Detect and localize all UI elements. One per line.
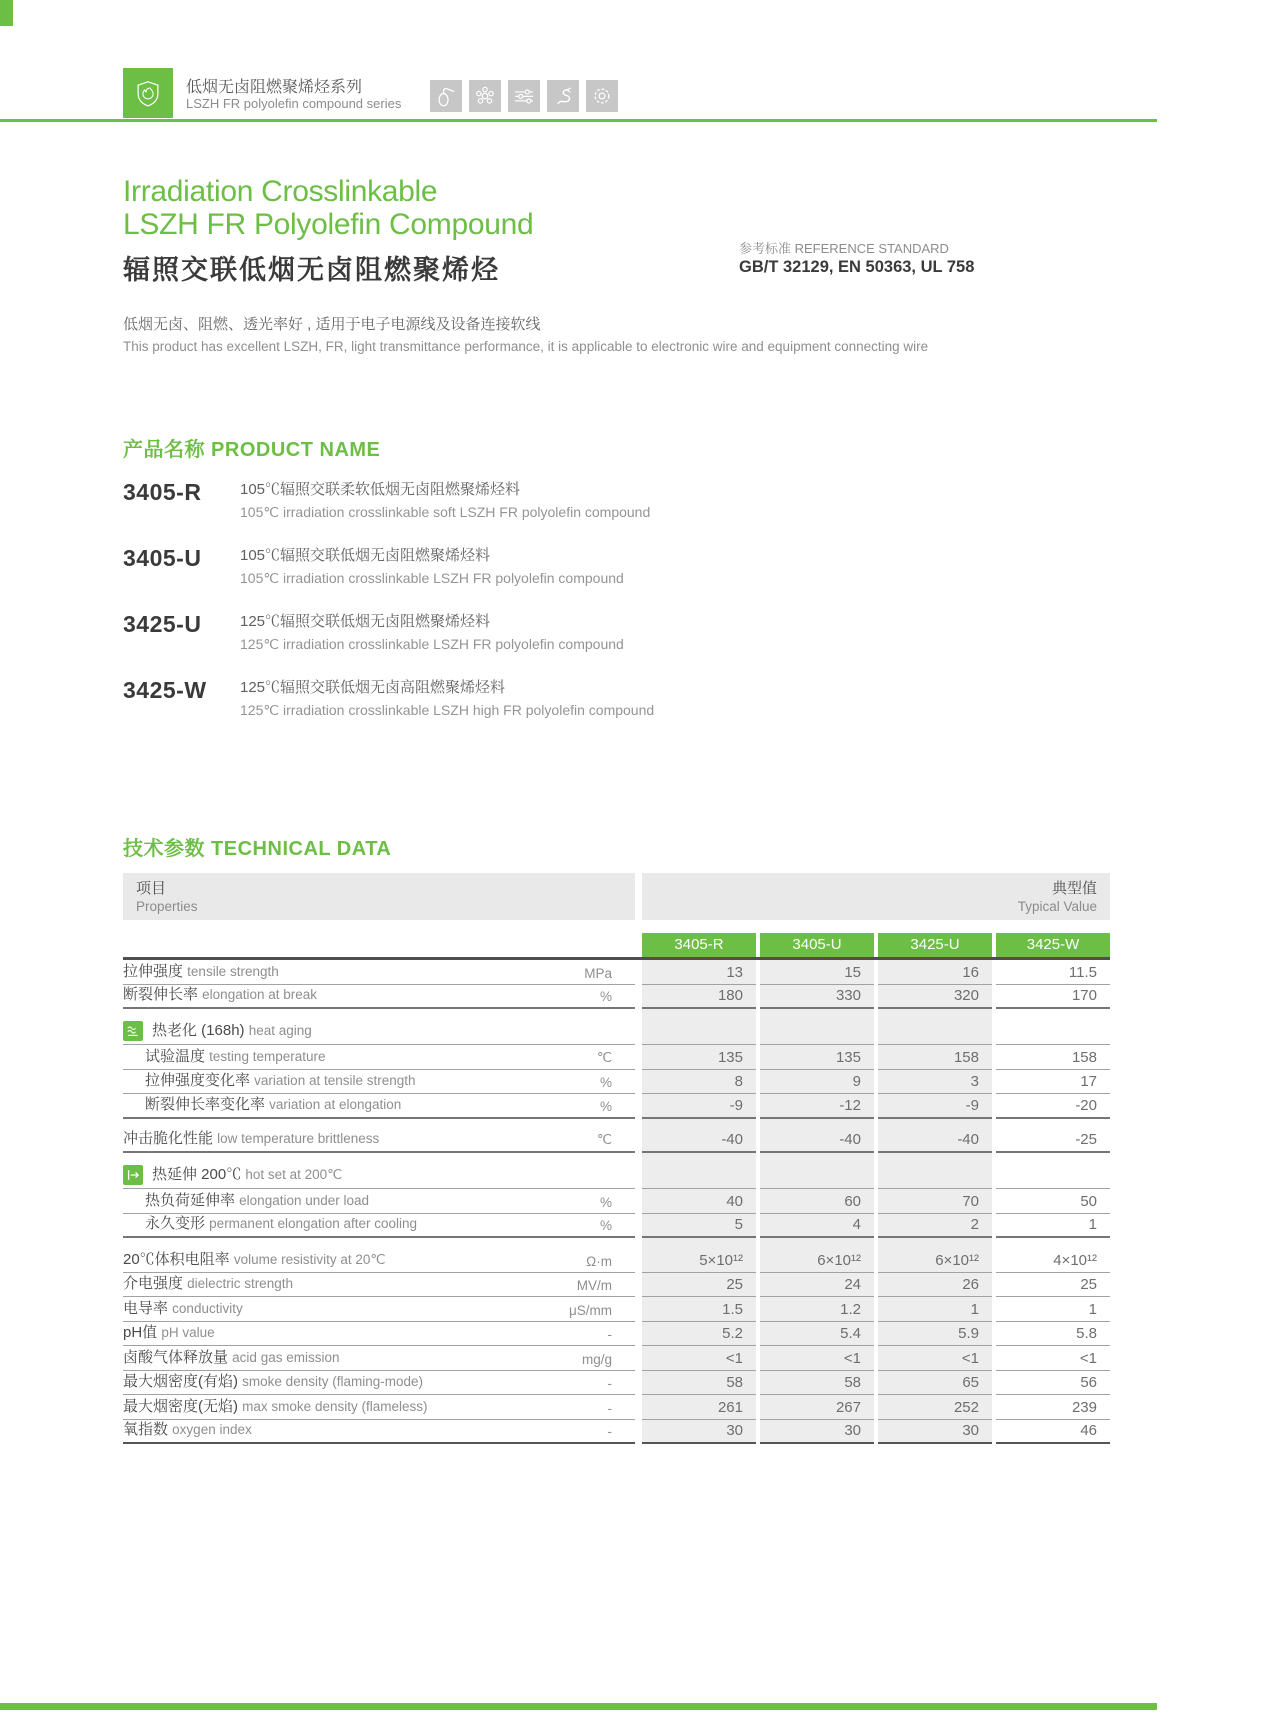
grade-column-header: 3405-U — [760, 933, 874, 957]
product-description-zh: 125℃辐照交联低烟无卤高阻燃聚烯烃料 — [240, 679, 506, 696]
property-label — [123, 1297, 243, 1318]
table-row — [123, 960, 1110, 985]
product-code: 3405-R — [123, 479, 202, 505]
value-cell: -9 — [642, 1094, 756, 1119]
value-cell: <1 — [996, 1346, 1110, 1371]
property-label — [123, 1212, 417, 1233]
table-row — [123, 1045, 1110, 1070]
table-body — [123, 957, 1110, 1444]
property-name-zh: 最大烟密度(有焰) — [123, 1373, 243, 1390]
value-cell: 16 — [878, 960, 992, 985]
property-name-zh: 介电强度 — [123, 1275, 188, 1292]
mouse-cable-icon — [430, 80, 462, 112]
value-cell: 135 — [760, 1045, 874, 1070]
value-cell: 180 — [642, 985, 756, 1010]
value-cell: -25 — [996, 1129, 1110, 1154]
value-cell: 60 — [760, 1189, 874, 1214]
page-title-en-line2: LSZH FR Polyolefin Compound — [123, 208, 534, 241]
table-row — [123, 985, 1110, 1010]
page-title-en-line1: Irradiation Crosslinkable — [123, 175, 438, 208]
product-description-zh: 105℃辐照交联柔软低烟无卤阻燃聚烯烃料 — [240, 481, 521, 498]
property-name-en: dielectric strength — [187, 1276, 293, 1291]
wiring-icon — [508, 80, 540, 112]
value-cell: 1 — [878, 1297, 992, 1322]
property-label — [123, 1395, 427, 1416]
value-cell — [642, 1163, 756, 1189]
unit-label: % — [599, 1194, 612, 1210]
value-cell: 330 — [760, 985, 874, 1010]
property-cell — [123, 1420, 635, 1445]
value-cell: 56 — [996, 1371, 1110, 1396]
value-cell: <1 — [760, 1346, 874, 1371]
value-cell: 13 — [642, 960, 756, 985]
property-label — [123, 1163, 342, 1185]
group-label-en: heat aging — [248, 1023, 312, 1038]
description-en: This product has excellent LSZH, FR, light transmittance performance, it is applicable to electronic wire and equipment connecting wire — [123, 339, 929, 354]
value-cell: 25 — [996, 1273, 1110, 1298]
unit-label: MPa — [584, 965, 612, 981]
property-cell — [123, 1214, 635, 1239]
shield-flame-icon — [123, 68, 173, 118]
properties-header-zh: 项目 — [136, 880, 167, 897]
value-cell: 239 — [996, 1395, 1110, 1420]
table-row — [123, 1420, 1110, 1445]
table-row — [123, 1070, 1110, 1095]
value-cell: 261 — [642, 1395, 756, 1420]
value-cell: 5 — [642, 1214, 756, 1239]
property-label — [123, 1127, 379, 1148]
table-row — [123, 1189, 1110, 1214]
value-cell: 6×10¹² — [760, 1248, 874, 1273]
gear-icon — [586, 80, 618, 112]
value-cell: -12 — [760, 1094, 874, 1119]
property-label — [123, 1093, 401, 1114]
product-description — [240, 676, 654, 721]
value-cell: 15 — [760, 960, 874, 985]
value-cell: 17 — [996, 1070, 1110, 1095]
product-name-section-title: 产品名称 PRODUCT NAME — [123, 439, 381, 461]
property-name-en: variation at tensile strength — [254, 1073, 416, 1088]
property-cell — [123, 1297, 635, 1322]
value-cell: 6×10¹² — [878, 1248, 992, 1273]
value-cell: 11.5 — [996, 960, 1110, 985]
product-description — [240, 610, 624, 655]
value-cell: 3 — [878, 1070, 992, 1095]
grade-column-header: 3405-R — [642, 933, 756, 957]
property-cell — [123, 1094, 635, 1119]
value-cell: 58 — [642, 1371, 756, 1396]
property-label — [123, 1418, 252, 1439]
property-name-zh: pH值 — [123, 1324, 162, 1341]
property-name-en: max smoke density (flameless) — [242, 1398, 428, 1414]
value-cell: -40 — [878, 1129, 992, 1154]
property-cell — [123, 1189, 635, 1214]
grade-column-header: 3425-W — [996, 933, 1110, 957]
property-label — [123, 1370, 423, 1391]
unit-label: ℃ — [596, 1132, 612, 1147]
value-cell: 26 — [878, 1273, 992, 1298]
grade-column-header: 3425-U — [878, 933, 992, 957]
unit-label: MV/m — [576, 1278, 612, 1293]
property-label — [123, 1019, 312, 1041]
reference-standard-label: 参考标准 REFERENCE STANDARD — [739, 241, 949, 256]
series-title-zh: 低烟无卤阻燃聚烯烃系列 — [186, 79, 363, 96]
product-description-en: 105℃ irradiation crosslinkable soft LSZH FR polyolefin compound — [240, 504, 651, 520]
property-name-en: elongation at break — [202, 987, 318, 1002]
property-label — [123, 1069, 416, 1090]
product-code: 3425-W — [123, 677, 207, 703]
unit-label: - — [607, 1400, 612, 1416]
typical-value-header-en: Typical Value — [1017, 899, 1097, 914]
table-row — [123, 1322, 1110, 1347]
property-cell — [123, 1322, 635, 1347]
product-description-en: 125℃ irradiation crosslinkable LSZH FR polyolefin compound — [240, 636, 624, 652]
footer-bar — [0, 1703, 1157, 1710]
cable-icon — [547, 80, 579, 112]
property-cell — [123, 1019, 635, 1045]
value-cell — [760, 1019, 874, 1045]
property-name-en: permanent elongation after cooling — [209, 1216, 418, 1231]
product-list — [123, 478, 923, 742]
property-name-en: testing temperature — [209, 1048, 326, 1064]
table-row — [123, 1273, 1110, 1298]
heat-aging-icon — [123, 1021, 143, 1041]
value-cell: 9 — [760, 1070, 874, 1095]
unit-label: - — [607, 1424, 612, 1439]
corner-mark — [0, 0, 13, 26]
property-cell — [123, 1346, 635, 1371]
product-description-en: 105℃ irradiation crosslinkable LSZH FR polyolefin compound — [240, 570, 624, 586]
value-cell: 135 — [642, 1045, 756, 1070]
property-label — [123, 1248, 386, 1269]
properties-header — [123, 873, 635, 920]
table-row — [123, 1395, 1110, 1420]
property-name-en: variation at elongation — [269, 1096, 402, 1112]
product-item — [123, 610, 923, 655]
technical-data-table — [123, 873, 1110, 1444]
group-label-zh: 热老化 (168h) — [152, 1022, 249, 1039]
property-name-en: pH value — [161, 1325, 215, 1340]
property-label — [123, 1189, 369, 1210]
value-cell: 5×10¹² — [642, 1248, 756, 1273]
product-description-zh: 125℃辐照交联低烟无卤阻燃聚烯烃料 — [240, 613, 491, 630]
property-name-en: smoke density (flaming-mode) — [242, 1374, 423, 1389]
property-name-zh: 电导率 — [123, 1299, 173, 1317]
property-cell — [123, 1045, 635, 1070]
property-name-zh: 拉伸强度 — [123, 962, 188, 980]
value-cell: 4 — [760, 1214, 874, 1239]
value-cell: 24 — [760, 1273, 874, 1298]
unit-label: - — [607, 1327, 612, 1342]
value-cell: 158 — [996, 1045, 1110, 1070]
property-cell — [123, 1163, 635, 1189]
property-label — [123, 1272, 293, 1293]
property-cell — [123, 1129, 635, 1154]
value-cell — [642, 1019, 756, 1045]
property-cell — [123, 1273, 635, 1298]
series-title-en: LSZH FR polyolefin compound series — [186, 96, 402, 111]
property-label — [123, 960, 279, 981]
property-cell — [123, 985, 635, 1010]
property-name-en: volume resistivity at 20℃ — [233, 1251, 386, 1267]
value-cell: 1.2 — [760, 1297, 874, 1322]
property-name-zh: 断裂伸长率变化率 — [145, 1095, 270, 1113]
property-name-en: low temperature brittleness — [217, 1131, 380, 1146]
reference-standard-value: GB/T 32129, EN 50363, UL 758 — [739, 258, 975, 276]
value-cell: 58 — [760, 1371, 874, 1396]
property-label — [123, 1321, 215, 1342]
value-cell: 1.5 — [642, 1297, 756, 1322]
value-cell: 267 — [760, 1395, 874, 1420]
value-cell: 30 — [760, 1420, 874, 1445]
property-cell — [123, 1395, 635, 1420]
product-item — [123, 478, 923, 523]
description-zh: 低烟无卤、阻燃、透光率好 , 适用于电子电源线及设备连接软线 — [123, 316, 541, 333]
value-cell: 2 — [878, 1214, 992, 1239]
property-cell — [123, 960, 635, 985]
table-row — [123, 1346, 1110, 1371]
typical-value-header-zh: 典型值 — [1051, 880, 1097, 897]
value-cell: 170 — [996, 985, 1110, 1010]
unit-label: % — [599, 989, 612, 1004]
banner-gap — [635, 873, 642, 920]
property-name-zh: 拉伸强度变化率 — [145, 1072, 255, 1089]
table-row — [123, 1214, 1110, 1239]
property-name-zh: 永久变形 — [145, 1215, 210, 1232]
property-name-en: acid gas emission — [232, 1349, 340, 1365]
unit-label: % — [599, 1075, 612, 1090]
property-name-zh: 卤酸气体释放量 — [123, 1348, 233, 1366]
typical-value-header — [642, 873, 1110, 920]
molecule-icon — [469, 80, 501, 112]
grade-column-headers — [123, 933, 1110, 957]
table-row — [123, 1094, 1110, 1119]
property-name-en: conductivity — [172, 1300, 243, 1316]
value-cell: 30 — [878, 1420, 992, 1445]
value-cell — [878, 1163, 992, 1189]
product-description-en: 125℃ irradiation crosslinkable LSZH high FR polyolefin compound — [240, 702, 655, 718]
group-label-zh: 热延伸 200℃ — [152, 1166, 246, 1183]
value-cell: -40 — [642, 1129, 756, 1154]
product-code: 3425-U — [123, 611, 202, 637]
value-cell: <1 — [642, 1346, 756, 1371]
unit-label: ℃ — [596, 1049, 612, 1065]
property-label — [123, 1346, 339, 1367]
value-cell: 5.2 — [642, 1322, 756, 1347]
product-item — [123, 676, 923, 721]
value-cell: 65 — [878, 1371, 992, 1396]
unit-label: μS/mm — [568, 1302, 612, 1318]
value-cell: 1 — [996, 1214, 1110, 1239]
value-cell: 5.8 — [996, 1322, 1110, 1347]
value-cell — [878, 1019, 992, 1045]
value-cell: -9 — [878, 1094, 992, 1119]
group-label-en: hot set at 200℃ — [245, 1167, 343, 1182]
property-name-zh: 最大烟密度(无焰) — [123, 1397, 243, 1415]
value-cell: 5.4 — [760, 1322, 874, 1347]
value-cell: <1 — [878, 1346, 992, 1371]
properties-header-en: Properties — [136, 899, 198, 914]
table-row — [123, 1371, 1110, 1396]
unit-label: mg/g — [581, 1351, 612, 1367]
table-banner — [123, 873, 1110, 920]
value-cell: 4×10¹² — [996, 1248, 1110, 1273]
property-cell — [123, 1070, 635, 1095]
page-title-zh: 辐照交联低烟无卤阻燃聚烯烃 — [123, 255, 500, 285]
unit-label: % — [599, 1098, 612, 1114]
value-cell: 40 — [642, 1189, 756, 1214]
value-cell: 50 — [996, 1189, 1110, 1214]
product-item — [123, 544, 923, 589]
property-name-zh: 20℃体积电阻率 — [123, 1250, 234, 1268]
value-cell: 1 — [996, 1297, 1110, 1322]
value-cell — [996, 1019, 1110, 1045]
table-group-row — [123, 1019, 1110, 1045]
property-name-zh: 冲击脆化性能 — [123, 1130, 218, 1147]
table-group-row — [123, 1163, 1110, 1189]
property-name-en: elongation under load — [239, 1192, 370, 1208]
product-description-zh: 105℃辐照交联低烟无卤阻燃聚烯烃料 — [240, 547, 491, 564]
property-label — [123, 983, 317, 1004]
unit-label: % — [599, 1218, 612, 1233]
value-cell: 30 — [642, 1420, 756, 1445]
product-description — [240, 478, 650, 523]
header-divider — [0, 119, 1157, 122]
value-cell — [760, 1163, 874, 1189]
value-cell: -20 — [996, 1094, 1110, 1119]
value-cell: 252 — [878, 1395, 992, 1420]
value-cell: 320 — [878, 985, 992, 1010]
technical-data-section-title: 技术参数 TECHNICAL DATA — [123, 838, 392, 860]
property-name-zh: 热负荷延伸率 — [145, 1191, 240, 1209]
value-cell: 8 — [642, 1070, 756, 1095]
property-name-zh: 氧指数 — [123, 1421, 173, 1438]
feature-icon-row — [430, 80, 618, 112]
value-cell: 5.9 — [878, 1322, 992, 1347]
value-cell: 158 — [878, 1045, 992, 1070]
unit-label: - — [607, 1376, 612, 1391]
value-cell: 25 — [642, 1273, 756, 1298]
property-name-zh: 断裂伸长率 — [123, 986, 203, 1003]
property-name-zh: 试验温度 — [145, 1047, 210, 1065]
property-name-en: oxygen index — [172, 1422, 252, 1437]
product-description — [240, 544, 624, 589]
value-cell: 70 — [878, 1189, 992, 1214]
table-row — [123, 1129, 1110, 1154]
property-name-en: tensile strength — [187, 963, 279, 979]
value-cell: -40 — [760, 1129, 874, 1154]
property-cell — [123, 1371, 635, 1396]
product-code: 3405-U — [123, 545, 202, 571]
value-cell — [996, 1163, 1110, 1189]
hot-set-icon — [123, 1165, 143, 1185]
table-row — [123, 1248, 1110, 1273]
property-cell — [123, 1248, 635, 1273]
table-row — [123, 1297, 1110, 1322]
unit-label: Ω·m — [586, 1253, 612, 1269]
value-cell: 46 — [996, 1420, 1110, 1445]
property-label — [123, 1045, 325, 1066]
